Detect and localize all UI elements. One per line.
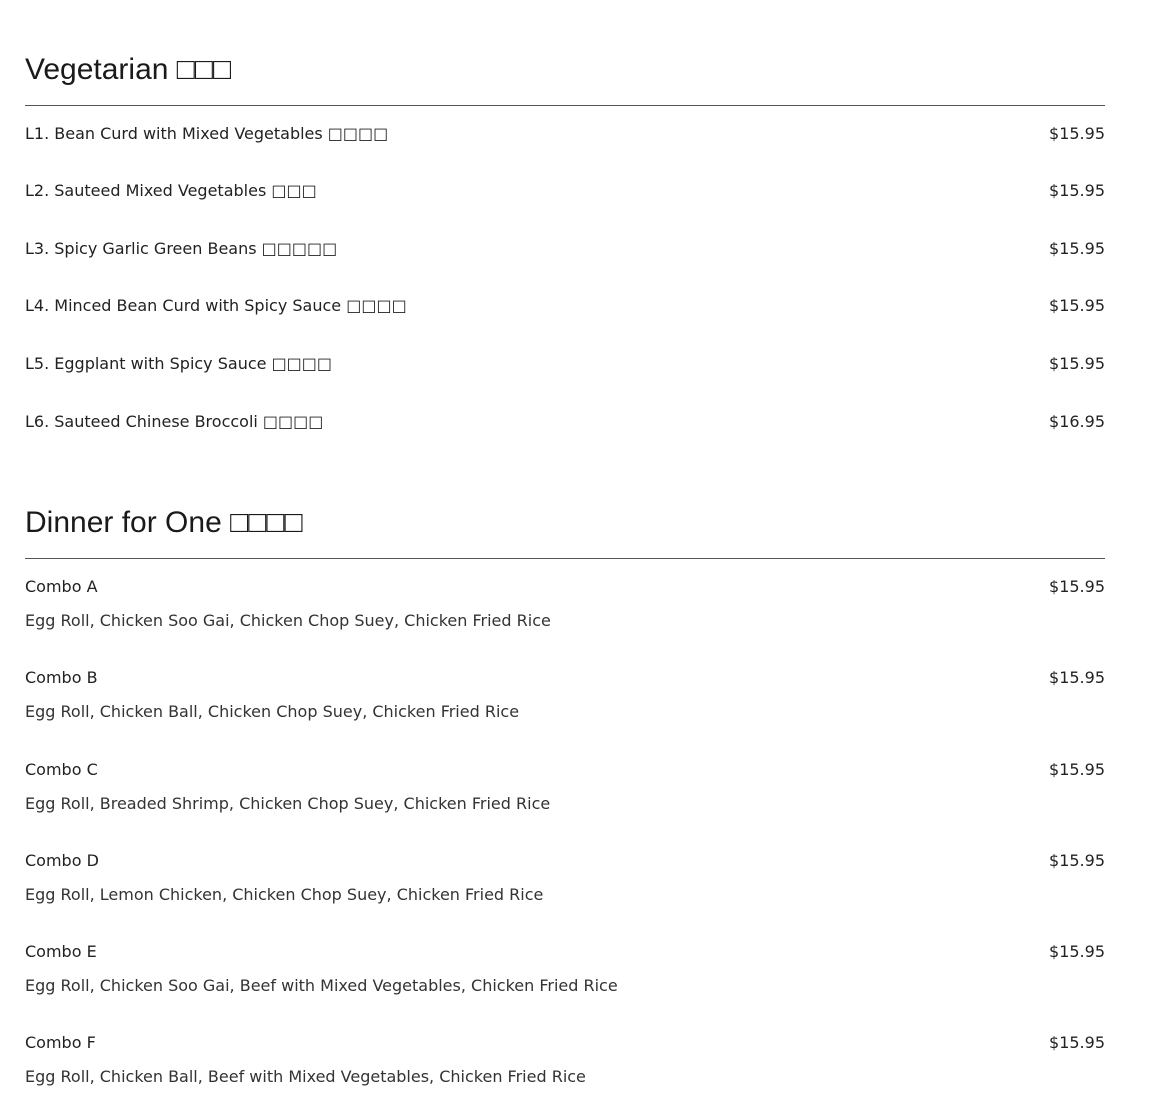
item-name: L1. Bean Curd with Mixed Vegetables □□□□ — [25, 124, 389, 143]
item-description: Egg Roll, Chicken Soo Gai, Chicken Chop Suey, Chicken Fried Rice — [25, 611, 551, 630]
section-title: Vegetarian □□□ — [25, 53, 232, 86]
item-name: Combo A — [25, 577, 98, 596]
item-name: L2. Sauteed Mixed Vegetables □□□ — [25, 181, 317, 200]
menu-item-combo-d — [25, 849, 1105, 904]
item-price: $15.95 — [1049, 296, 1105, 315]
section-divider — [25, 558, 1105, 559]
section-divider — [25, 105, 1105, 106]
section-dinner-for-one — [25, 505, 1105, 1086]
item-description: Egg Roll, Breaded Shrimp, Chicken Chop Suey, Chicken Fried Rice — [25, 794, 551, 813]
section-vegetarian — [25, 52, 1105, 431]
menu-item-l5 — [25, 352, 1105, 376]
item-name: Combo F — [25, 1033, 96, 1052]
menu-item-l3 — [25, 237, 1105, 261]
item-price: $15.95 — [1049, 239, 1105, 258]
menu-item-l4 — [25, 294, 1105, 318]
section-title: Dinner for One □□□□ — [25, 506, 303, 539]
item-price: $15.95 — [1049, 577, 1105, 596]
item-price: $15.95 — [1049, 181, 1105, 200]
item-name: Combo B — [25, 668, 98, 687]
item-price: $15.95 — [1049, 124, 1105, 143]
menu-item-l1 — [25, 122, 1105, 146]
menu-item-combo-b — [25, 666, 1105, 721]
item-price: $15.95 — [1049, 668, 1105, 687]
item-price: $16.95 — [1049, 412, 1105, 431]
item-name: Combo C — [25, 760, 98, 779]
item-description: Egg Roll, Lemon Chicken, Chicken Chop Suey, Chicken Fried Rice — [25, 885, 544, 904]
item-price: $15.95 — [1049, 1033, 1105, 1052]
menu-item-combo-e — [25, 940, 1105, 995]
item-name: L5. Eggplant with Spicy Sauce □□□□ — [25, 354, 333, 373]
item-name: Combo E — [25, 942, 97, 961]
item-price: $15.95 — [1049, 942, 1105, 961]
item-name: Combo D — [25, 851, 99, 870]
menu-item-l6 — [25, 410, 1105, 434]
menu-item-combo-a — [25, 575, 1105, 630]
item-name: L6. Sauteed Chinese Broccoli □□□□ — [25, 412, 324, 431]
item-price: $15.95 — [1049, 760, 1105, 779]
item-description: Egg Roll, Chicken Ball, Beef with Mixed Vegetables, Chicken Fried Rice — [25, 1067, 586, 1086]
menu-item-combo-c — [25, 758, 1105, 813]
item-price: $15.95 — [1049, 354, 1105, 373]
item-name: L4. Minced Bean Curd with Spicy Sauce □□□□ — [25, 296, 407, 315]
item-description: Egg Roll, Chicken Ball, Chicken Chop Suey, Chicken Fried Rice — [25, 702, 520, 721]
menu-item-combo-f — [25, 1031, 1105, 1086]
item-description: Egg Roll, Chicken Soo Gai, Beef with Mixed Vegetables, Chicken Fried Rice — [25, 976, 618, 995]
menu-item-l2 — [25, 179, 1105, 203]
item-price: $15.95 — [1049, 851, 1105, 870]
item-name: L3. Spicy Garlic Green Beans □□□□□ — [25, 239, 338, 258]
